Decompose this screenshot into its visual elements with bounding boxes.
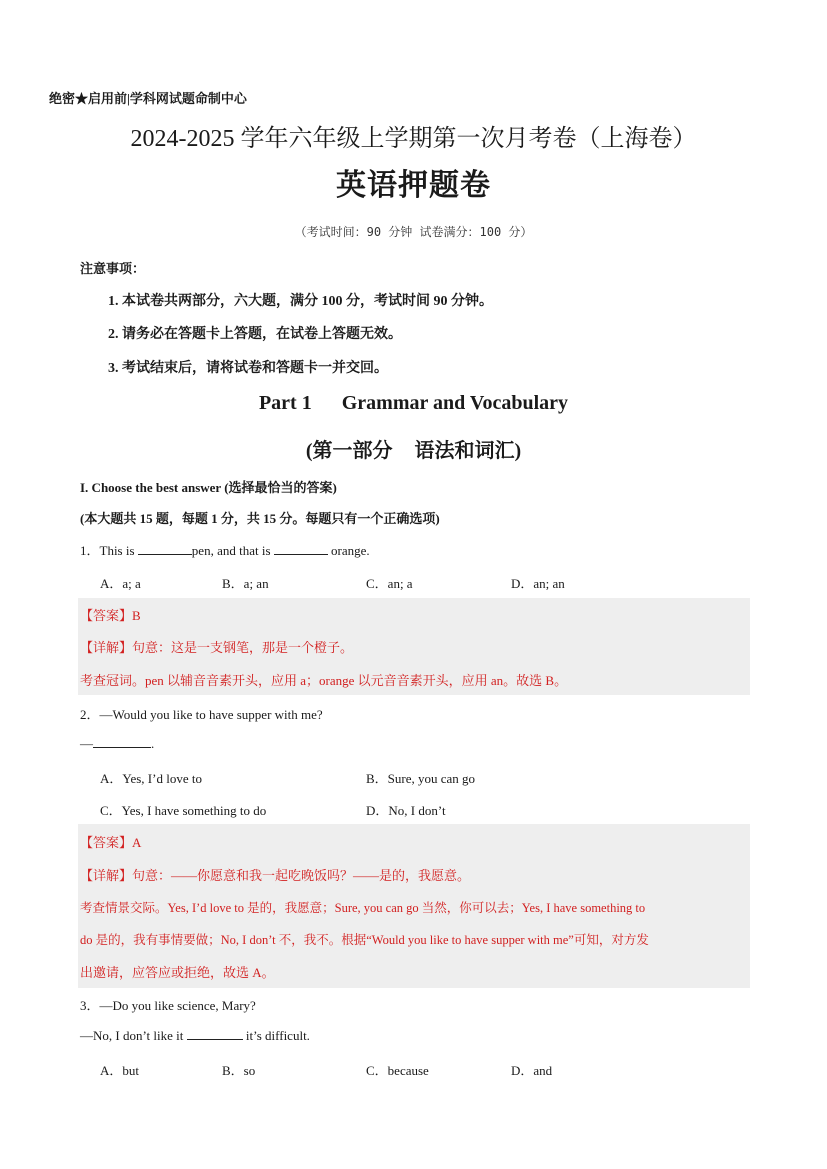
option-a: A．but <box>100 1063 140 1078</box>
part-subheading <box>0 434 827 463</box>
stem-text: . <box>151 736 155 751</box>
option-b: B．a; an <box>222 576 269 591</box>
part-name: Grammar and Vocabulary <box>341 392 569 414</box>
option-d: D．and <box>511 1063 553 1078</box>
stem-text: 1．This is <box>80 543 138 558</box>
answer-label: 【答案】A <box>80 835 142 850</box>
option-c: C．Yes, I have something to do <box>100 803 267 818</box>
answer-blank <box>187 1028 243 1040</box>
question-stem <box>80 540 370 559</box>
stem-text: it’s difficult. <box>242 1028 310 1043</box>
answer-blank <box>93 736 151 748</box>
option-a: A．Yes, I’d love to <box>100 771 202 786</box>
option-b: B．so <box>222 1063 256 1078</box>
exam-title: 2024-2025 学年六年级上学期第一次月考卷（上海卷） <box>130 126 697 152</box>
stem-text: pen, and that is <box>191 543 274 558</box>
explanation-line: 考查冠词。pen 以辅音音素开头，应用 a；orange 以元音音素开头，应用 an。故选 B。 <box>80 673 568 688</box>
note-item: 3. 考试结束后，请将试卷和答题卡一并交回。 <box>108 361 388 376</box>
part-sub-a: (第一部分 <box>305 440 393 462</box>
answer-blank <box>138 543 192 555</box>
stem-text: — <box>80 736 93 751</box>
confidential-label: 绝密★启用前|学科网试题命制中心 <box>49 91 247 106</box>
explanation-line: do 是的，我有事情要做；No, I don’t 不，我不。根据“Would you like to have supper with me”可知，对方发 <box>80 933 649 947</box>
explanation-line: 考查情景交际。Yes, I’d love to 是的，我愿意；Sure, you can go 当然，你可以去；Yes, I have something to <box>80 901 646 915</box>
explanation-line: 出邀请，应答应或拒绝，故选 A。 <box>80 965 275 980</box>
explanation-line: 【详解】句意：——你愿意和我一起吃晚饭吗？——是的，我愿意。 <box>80 868 471 883</box>
option-d: D．No, I don’t <box>366 803 446 818</box>
note-item: 1. 本试卷共两部分，六大题，满分 100 分，考试时间 90 分钟。 <box>108 294 493 309</box>
option-c: C．because <box>366 1063 429 1078</box>
answer-label: 【答案】B <box>80 608 141 623</box>
section-instruction: (本大题共 15 题，每题 1 分，共 15 分。每题只有一个正确选项) <box>80 511 440 526</box>
section-title: I. Choose the best answer (选择最恰当的答案) <box>80 480 337 495</box>
option-d: D．an; an <box>511 576 565 591</box>
exam-subtitle: 英语押题卷 <box>336 169 491 202</box>
question-stem: 2．—Would you like to have supper with me? <box>80 707 323 722</box>
question-stem: 3．—Do you like science, Mary? <box>80 998 256 1013</box>
notes-title: 注意事项： <box>80 261 146 276</box>
option-c: C．an; a <box>366 576 413 591</box>
option-a: A．a; a <box>100 576 141 591</box>
answer-blank <box>274 543 328 555</box>
note-item: 2. 请务必在答题卡上答题，在试卷上答题无效。 <box>108 327 402 342</box>
stem-text: —No, I don’t like it <box>80 1028 187 1043</box>
part-sub-b: 语法和词汇) <box>414 440 522 462</box>
part-heading <box>0 392 827 415</box>
option-b: B．Sure, you can go <box>366 771 476 786</box>
question-response <box>80 1028 310 1044</box>
question-response <box>80 736 154 752</box>
explanation-line: 【详解】句意：这是一支钢笔，那是一个橙子。 <box>80 640 354 655</box>
part-number: Part 1 <box>258 392 312 414</box>
exam-info: （考试时间：90 分钟 试卷满分：100 分） <box>294 225 533 239</box>
stem-text: orange. <box>327 543 370 558</box>
